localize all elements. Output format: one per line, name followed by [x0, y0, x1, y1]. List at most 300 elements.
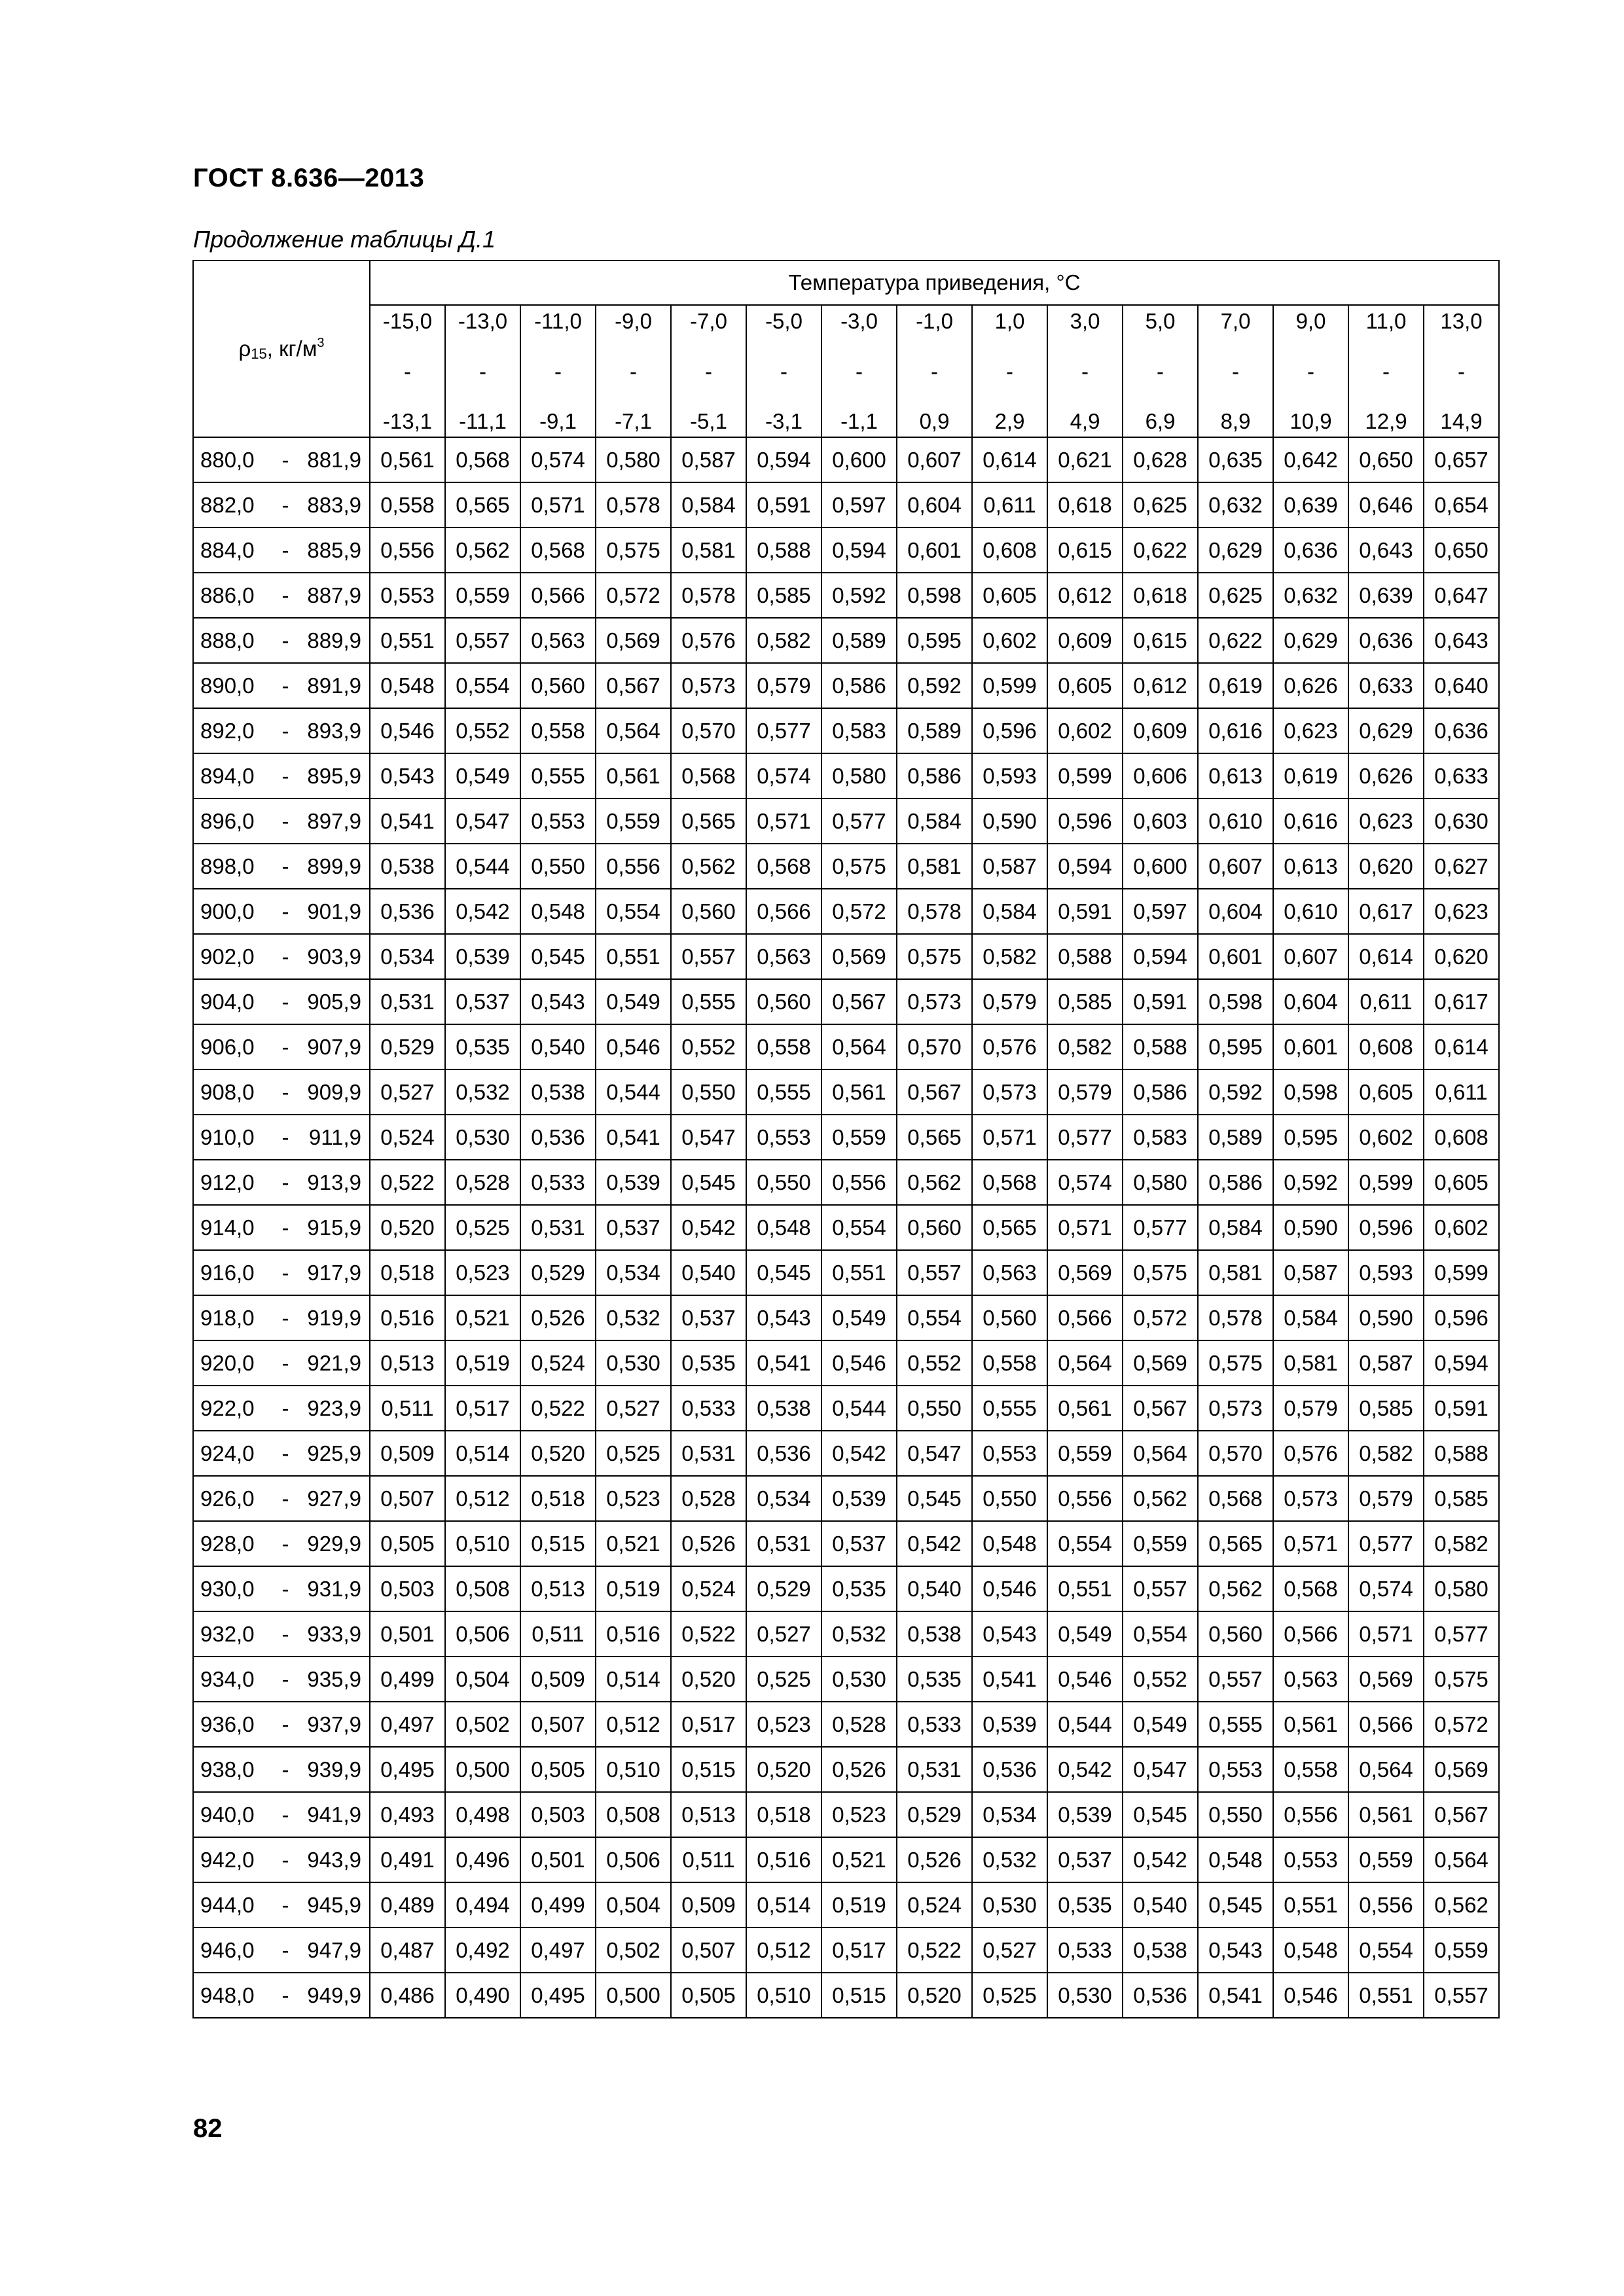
coefficient-cell: 0,549	[1047, 1611, 1123, 1657]
coefficient-cell: 0,538	[520, 1069, 596, 1115]
coefficient-cell: 0,617	[1424, 979, 1499, 1024]
temperature-range-to: 2,9	[994, 409, 1025, 433]
coefficient-cell: 0,551	[596, 934, 671, 979]
coefficient-cell: 0,599	[1348, 1160, 1424, 1205]
temperature-range-from: 5,0	[1145, 309, 1176, 333]
coefficient-cell: 0,524	[520, 1340, 596, 1386]
coefficient-cell: 0,568	[972, 1160, 1047, 1205]
table-row	[193, 1973, 1499, 2018]
coefficient-cell: 0,591	[1123, 979, 1198, 1024]
coefficient-cell: 0,533	[520, 1160, 596, 1205]
coefficient-cell: 0,523	[596, 1476, 671, 1521]
temperature-range-from: -15,0	[382, 309, 433, 333]
coefficient-cell: 0,629	[1348, 708, 1424, 753]
coefficient-cell: 0,615	[1047, 528, 1123, 573]
coefficient-cell: 0,513	[520, 1566, 596, 1611]
coefficient-cell: 0,531	[370, 979, 445, 1024]
coefficient-cell: 0,544	[821, 1386, 897, 1431]
coefficient-cell: 0,542	[445, 889, 520, 934]
coefficient-cell: 0,541	[972, 1657, 1047, 1702]
density-to: 931,9	[307, 1576, 361, 1601]
coefficient-cell: 0,520	[897, 1973, 972, 2018]
density-from: 894,0	[200, 763, 255, 788]
coefficient-cell: 0,559	[1424, 1928, 1499, 1973]
temperature-range-header	[746, 305, 821, 437]
coefficient-cell: 0,568	[520, 528, 596, 573]
coefficient-cell: 0,573	[671, 663, 746, 708]
coefficient-cell: 0,579	[972, 979, 1047, 1024]
density-dash: -	[281, 537, 289, 562]
coefficient-cell: 0,564	[1047, 1340, 1123, 1386]
coefficient-cell: 0,497	[370, 1702, 445, 1747]
coefficient-cell: 0,555	[972, 1386, 1047, 1431]
density-to: 885,9	[307, 537, 361, 562]
coefficient-cell: 0,568	[445, 437, 520, 482]
temperature-range-to: 14,9	[1440, 409, 1483, 433]
density-to: 921,9	[307, 1350, 361, 1375]
coefficient-cell: 0,554	[445, 663, 520, 708]
coefficient-cell: 0,537	[671, 1295, 746, 1340]
density-dash: -	[281, 1079, 289, 1104]
density-from: 884,0	[200, 537, 255, 562]
density-to: 903,9	[307, 944, 361, 969]
coefficient-cell: 0,530	[596, 1340, 671, 1386]
coefficient-cell: 0,554	[1047, 1521, 1123, 1566]
density-from: 908,0	[200, 1079, 255, 1104]
coefficient-cell: 0,539	[596, 1160, 671, 1205]
coefficient-cell: 0,562	[897, 1160, 972, 1205]
coefficient-cell: 0,608	[1424, 1115, 1499, 1160]
coefficient-cell: 0,530	[1047, 1973, 1123, 2018]
coefficient-cell: 0,526	[897, 1837, 972, 1882]
coefficient-cell: 0,550	[671, 1069, 746, 1115]
coefficient-cell: 0,512	[746, 1928, 821, 1973]
coefficient-cell: 0,568	[1198, 1476, 1273, 1521]
coefficient-cell: 0,584	[1198, 1205, 1273, 1250]
coefficient-cell: 0,626	[1273, 663, 1348, 708]
coefficient-cell: 0,511	[671, 1837, 746, 1882]
table-row	[193, 979, 1499, 1024]
density-to: 937,9	[307, 1712, 361, 1736]
coefficient-cell: 0,551	[821, 1250, 897, 1295]
coefficient-cell: 0,518	[520, 1476, 596, 1521]
coefficient-cell: 0,610	[1273, 889, 1348, 934]
coefficient-cell: 0,547	[897, 1431, 972, 1476]
table-row	[193, 1295, 1499, 1340]
coefficient-cell: 0,491	[370, 1837, 445, 1882]
coefficient-cell: 0,501	[520, 1837, 596, 1882]
temperature-range-sep: -	[630, 359, 637, 384]
coefficient-cell: 0,565	[671, 798, 746, 844]
table-row	[193, 1702, 1499, 1747]
coefficient-cell: 0,547	[445, 798, 520, 844]
coefficient-cell: 0,607	[1198, 844, 1273, 889]
coefficient-cell: 0,636	[1424, 708, 1499, 753]
temperature-range-from: -9,0	[615, 309, 652, 333]
coefficient-cell: 0,562	[671, 844, 746, 889]
coefficient-cell: 0,563	[1273, 1657, 1348, 1702]
coefficient-cell: 0,489	[370, 1882, 445, 1928]
density-dash: -	[281, 1305, 289, 1330]
coefficient-cell: 0,538	[746, 1386, 821, 1431]
density-from: 882,0	[200, 492, 255, 517]
temperature-range-sep: -	[1232, 359, 1239, 384]
coefficient-cell: 0,608	[1348, 1024, 1424, 1069]
coefficient-cell: 0,502	[596, 1928, 671, 1973]
temperature-range-header	[1424, 305, 1499, 437]
density-to: 925,9	[307, 1441, 361, 1465]
coefficient-cell: 0,554	[596, 889, 671, 934]
coefficient-cell: 0,582	[1047, 1024, 1123, 1069]
density-range-cell	[193, 1205, 370, 1250]
coefficient-cell: 0,511	[520, 1611, 596, 1657]
table-row	[193, 708, 1499, 753]
temperature-range-to: 4,9	[1070, 409, 1100, 433]
density-range-cell	[193, 1476, 370, 1521]
coefficient-cell: 0,542	[821, 1431, 897, 1476]
coefficient-cell: 0,519	[445, 1340, 520, 1386]
coefficient-cell: 0,522	[671, 1611, 746, 1657]
coefficient-cell: 0,633	[1348, 663, 1424, 708]
density-range-cell	[193, 1521, 370, 1566]
coefficient-cell: 0,544	[1047, 1702, 1123, 1747]
coefficient-cell: 0,589	[897, 708, 972, 753]
coefficient-cell: 0,544	[445, 844, 520, 889]
temperature-range-from: 11,0	[1365, 309, 1407, 333]
coefficient-cell: 0,573	[972, 1069, 1047, 1115]
coefficient-cell: 0,559	[1348, 1837, 1424, 1882]
table-row	[193, 1837, 1499, 1882]
density-from: 932,0	[200, 1621, 255, 1646]
coefficient-cell: 0,592	[897, 663, 972, 708]
coefficient-cell: 0,613	[1273, 844, 1348, 889]
coefficient-cell: 0,633	[1424, 753, 1499, 798]
temperature-range-header	[897, 305, 972, 437]
coefficient-cell: 0,623	[1348, 798, 1424, 844]
coefficient-cell: 0,611	[1424, 1069, 1499, 1115]
coefficient-cell: 0,592	[821, 573, 897, 618]
density-from: 890,0	[200, 673, 255, 698]
coefficient-cell: 0,557	[445, 618, 520, 663]
coefficient-cell: 0,552	[671, 1024, 746, 1069]
coefficient-cell: 0,591	[1424, 1386, 1499, 1431]
coefficient-cell: 0,515	[671, 1747, 746, 1792]
density-range-cell	[193, 1747, 370, 1792]
coefficient-cell: 0,595	[1198, 1024, 1273, 1069]
temperature-range-header	[821, 305, 897, 437]
table-row	[193, 1476, 1499, 1521]
density-dash: -	[281, 673, 289, 698]
coefficient-cell: 0,650	[1348, 437, 1424, 482]
coefficient-cell: 0,509	[520, 1657, 596, 1702]
coefficient-cell: 0,539	[445, 934, 520, 979]
coefficient-cell: 0,598	[1198, 979, 1273, 1024]
coefficient-cell: 0,598	[897, 573, 972, 618]
coefficient-cell: 0,526	[821, 1747, 897, 1792]
density-from: 940,0	[200, 1802, 255, 1827]
coefficient-cell: 0,581	[897, 844, 972, 889]
density-dash: -	[281, 1034, 289, 1059]
coefficient-cell: 0,522	[370, 1160, 445, 1205]
coefficient-cell: 0,505	[671, 1973, 746, 2018]
coefficient-cell: 0,567	[596, 663, 671, 708]
coefficient-cell: 0,539	[972, 1702, 1047, 1747]
coefficient-cell: 0,498	[445, 1792, 520, 1837]
density-from: 928,0	[200, 1531, 255, 1556]
coefficient-cell: 0,596	[1348, 1205, 1424, 1250]
coefficient-cell: 0,547	[671, 1115, 746, 1160]
coefficient-cell: 0,582	[746, 618, 821, 663]
coefficient-cell: 0,584	[671, 482, 746, 528]
coefficient-cell: 0,605	[972, 573, 1047, 618]
coefficient-cell: 0,543	[972, 1611, 1047, 1657]
density-to: 949,9	[307, 1982, 361, 2007]
coefficient-cell: 0,595	[1273, 1115, 1348, 1160]
coefficient-cell: 0,557	[671, 934, 746, 979]
coefficient-cell: 0,522	[897, 1928, 972, 1973]
coefficient-cell: 0,503	[520, 1792, 596, 1837]
coefficient-cell: 0,592	[1198, 1069, 1273, 1115]
coefficient-cell: 0,571	[520, 482, 596, 528]
density-to: 915,9	[307, 1215, 361, 1240]
coefficient-cell: 0,495	[520, 1973, 596, 2018]
coefficient-cell: 0,589	[821, 618, 897, 663]
coefficient-cell: 0,558	[972, 1340, 1047, 1386]
coefficient-cell: 0,546	[1273, 1973, 1348, 2018]
coefficient-cell: 0,510	[596, 1747, 671, 1792]
coefficient-cell: 0,517	[671, 1702, 746, 1747]
temperature-range-header	[596, 305, 671, 437]
density-from: 936,0	[200, 1712, 255, 1736]
rho-subscript: 15	[251, 345, 267, 362]
coefficient-cell: 0,494	[445, 1882, 520, 1928]
coefficient-cell: 0,569	[1348, 1657, 1424, 1702]
coefficient-cell: 0,605	[1047, 663, 1123, 708]
coefficient-cell: 0,569	[1424, 1747, 1499, 1792]
temperature-range-header	[671, 305, 746, 437]
coefficient-cell: 0,548	[1273, 1928, 1348, 1973]
density-range-cell	[193, 1973, 370, 2018]
table-row	[193, 1115, 1499, 1160]
density-dash: -	[281, 447, 289, 472]
density-dash: -	[281, 1215, 289, 1240]
density-from: 886,0	[200, 583, 255, 607]
coefficient-cell: 0,562	[1123, 1476, 1198, 1521]
coefficient-cell: 0,632	[1273, 573, 1348, 618]
table-row	[193, 1069, 1499, 1115]
coefficient-cell: 0,539	[1047, 1792, 1123, 1837]
density-dash: -	[281, 1350, 289, 1375]
temperature-range-sep: -	[931, 359, 938, 384]
coefficient-cell: 0,515	[520, 1521, 596, 1566]
coefficient-cell: 0,500	[596, 1973, 671, 2018]
coefficient-cell: 0,575	[821, 844, 897, 889]
coefficient-cell: 0,594	[746, 437, 821, 482]
coefficient-cell: 0,601	[897, 528, 972, 573]
coefficient-cell: 0,553	[972, 1431, 1047, 1476]
coefficient-cell: 0,614	[972, 437, 1047, 482]
coefficient-cell: 0,537	[596, 1205, 671, 1250]
coefficient-cell: 0,531	[520, 1205, 596, 1250]
coefficient-cell: 0,606	[1123, 753, 1198, 798]
coefficient-cell: 0,562	[445, 528, 520, 573]
coefficient-cell: 0,574	[520, 437, 596, 482]
coefficient-cell: 0,545	[671, 1160, 746, 1205]
density-to: 897,9	[307, 808, 361, 833]
temperature-range-sep: -	[1382, 359, 1390, 384]
density-from: 942,0	[200, 1847, 255, 1872]
coefficient-cell: 0,580	[1123, 1160, 1198, 1205]
density-range-cell	[193, 1657, 370, 1702]
coefficient-cell: 0,614	[1424, 1024, 1499, 1069]
coefficient-cell: 0,561	[370, 437, 445, 482]
coefficient-cell: 0,592	[1273, 1160, 1348, 1205]
coefficient-cell: 0,636	[1348, 618, 1424, 663]
coefficient-cell: 0,536	[370, 889, 445, 934]
coefficient-cell: 0,594	[1047, 844, 1123, 889]
density-to: 913,9	[307, 1170, 361, 1194]
coefficient-cell: 0,545	[520, 934, 596, 979]
coefficient-cell: 0,618	[1047, 482, 1123, 528]
coefficient-cell: 0,520	[370, 1205, 445, 1250]
coefficient-cell: 0,487	[370, 1928, 445, 1973]
density-from: 920,0	[200, 1350, 255, 1375]
coefficient-cell: 0,551	[370, 618, 445, 663]
temperature-range-from: -1,0	[916, 309, 953, 333]
coefficient-cell: 0,549	[1123, 1702, 1198, 1747]
coefficient-cell: 0,562	[1198, 1566, 1273, 1611]
coefficient-cell: 0,546	[821, 1340, 897, 1386]
density-dash: -	[281, 989, 289, 1014]
coefficient-cell: 0,581	[1273, 1340, 1348, 1386]
coefficient-cell: 0,545	[1123, 1792, 1198, 1837]
coefficient-cell: 0,528	[671, 1476, 746, 1521]
coefficient-cell: 0,561	[1273, 1702, 1348, 1747]
temperature-range-to: -13,1	[382, 409, 433, 433]
coefficient-cell: 0,619	[1198, 663, 1273, 708]
temperature-range-from: -7,0	[690, 309, 727, 333]
coefficient-cell: 0,549	[596, 979, 671, 1024]
temperature-range-header	[1198, 305, 1273, 437]
coefficient-cell: 0,540	[520, 1024, 596, 1069]
temperature-range-sep: -	[1081, 359, 1089, 384]
coefficient-cell: 0,657	[1424, 437, 1499, 482]
coefficient-cell: 0,557	[897, 1250, 972, 1295]
coefficient-cell: 0,570	[671, 708, 746, 753]
coefficient-cell: 0,567	[1424, 1792, 1499, 1837]
coefficient-cell: 0,567	[1123, 1386, 1198, 1431]
density-dash: -	[281, 808, 289, 833]
coefficient-cell: 0,568	[671, 753, 746, 798]
coefficient-cell: 0,542	[897, 1521, 972, 1566]
coefficient-cell: 0,646	[1348, 482, 1424, 528]
coefficient-cell: 0,564	[1424, 1837, 1499, 1882]
coefficient-cell: 0,548	[520, 889, 596, 934]
coefficient-cell: 0,537	[1047, 1837, 1123, 1882]
coefficient-cell: 0,623	[1273, 708, 1348, 753]
coefficient-cell: 0,587	[972, 844, 1047, 889]
density-dash: -	[281, 1486, 289, 1511]
coefficient-cell: 0,578	[671, 573, 746, 618]
density-dash: -	[281, 1531, 289, 1556]
density-dash: -	[281, 718, 289, 743]
coefficient-cell: 0,502	[445, 1702, 520, 1747]
coefficient-cell: 0,591	[1047, 889, 1123, 934]
coefficient-cell: 0,601	[1273, 1024, 1348, 1069]
density-range-cell	[193, 708, 370, 753]
density-dash: -	[281, 492, 289, 517]
coefficient-cell: 0,543	[370, 753, 445, 798]
coefficient-cell: 0,622	[1198, 618, 1273, 663]
coefficient-cell: 0,551	[1348, 1973, 1424, 2018]
density-to: 935,9	[307, 1666, 361, 1691]
coefficient-cell: 0,614	[1348, 934, 1424, 979]
coefficient-cell: 0,587	[1348, 1340, 1424, 1386]
coefficient-cell: 0,545	[1198, 1882, 1273, 1928]
coefficient-cell: 0,548	[746, 1205, 821, 1250]
coefficient-cell: 0,522	[520, 1386, 596, 1431]
table-row	[193, 1386, 1499, 1431]
coefficient-cell: 0,536	[746, 1431, 821, 1476]
density-to: 909,9	[307, 1079, 361, 1104]
density-to: 911,9	[308, 1124, 361, 1149]
density-dash: -	[281, 1395, 289, 1420]
coefficient-cell: 0,577	[746, 708, 821, 753]
density-range-cell	[193, 1566, 370, 1611]
temperature-range-to: -7,1	[615, 409, 652, 433]
temperature-range-sep: -	[705, 359, 712, 384]
coefficient-cell: 0,599	[972, 663, 1047, 708]
coefficient-cell: 0,506	[445, 1611, 520, 1657]
coefficient-cell: 0,572	[821, 889, 897, 934]
table-row	[193, 1024, 1499, 1069]
density-from: 898,0	[200, 853, 255, 878]
temperature-range-header	[972, 305, 1047, 437]
coefficient-cell: 0,583	[1123, 1115, 1198, 1160]
coefficient-cell: 0,550	[746, 1160, 821, 1205]
coefficient-cell: 0,514	[445, 1431, 520, 1476]
coefficient-cell: 0,556	[596, 844, 671, 889]
coefficient-cell: 0,639	[1273, 482, 1348, 528]
density-range-cell	[193, 1702, 370, 1747]
temperature-range-sep: -	[1458, 359, 1465, 384]
coefficient-cell: 0,531	[746, 1521, 821, 1566]
coefficient-cell: 0,610	[1198, 798, 1273, 844]
coefficient-cell: 0,575	[897, 934, 972, 979]
coefficient-cell: 0,527	[746, 1611, 821, 1657]
coefficient-cell: 0,576	[972, 1024, 1047, 1069]
row-header-density	[193, 260, 370, 437]
coefficient-cell: 0,573	[897, 979, 972, 1024]
temperature-range-to: 6,9	[1145, 409, 1176, 433]
coefficient-cell: 0,588	[1424, 1431, 1499, 1476]
coefficient-cell: 0,548	[370, 663, 445, 708]
coefficient-cell: 0,571	[972, 1115, 1047, 1160]
table-caption: Продолжение таблицы Д.1	[193, 226, 496, 253]
coefficient-cell: 0,588	[1123, 1024, 1198, 1069]
coefficient-cell: 0,571	[1348, 1611, 1424, 1657]
temperature-range-sep: -	[780, 359, 787, 384]
coefficient-cell: 0,609	[1123, 708, 1198, 753]
density-to: 889,9	[307, 628, 361, 653]
coefficient-cell: 0,540	[671, 1250, 746, 1295]
coefficient-cell: 0,640	[1424, 663, 1499, 708]
temperature-range-sep: -	[554, 359, 562, 384]
document-title: ГОСТ 8.636—2013	[193, 164, 425, 192]
coefficient-cell: 0,534	[370, 934, 445, 979]
coefficient-cell: 0,525	[445, 1205, 520, 1250]
coefficient-cell: 0,525	[972, 1973, 1047, 2018]
